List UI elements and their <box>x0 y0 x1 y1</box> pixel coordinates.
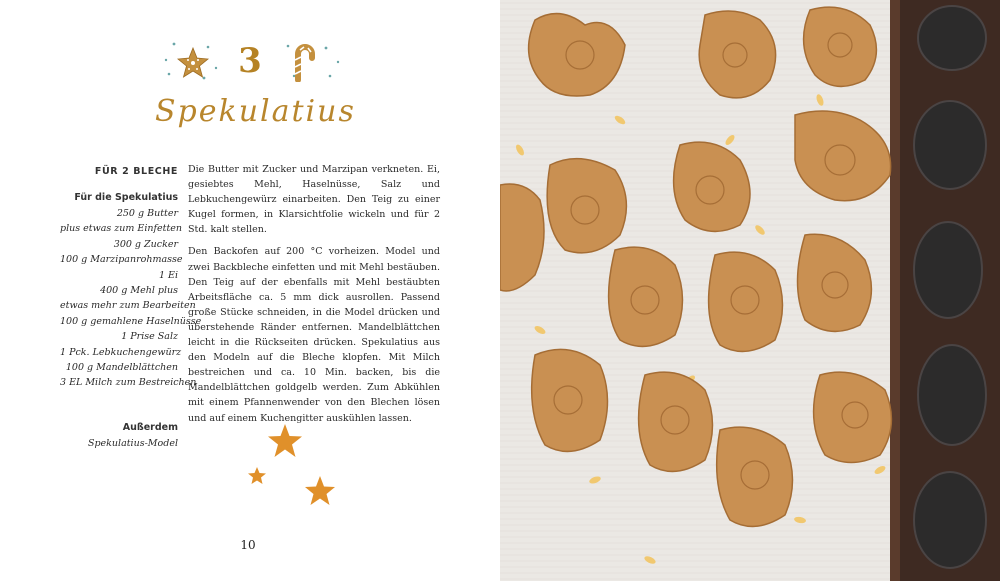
gingerbread-star-icon <box>176 46 210 80</box>
ingredient-item: 100 g Marzipanrohmasse <box>60 254 183 266</box>
ingredient-item: 100 g Mandelblättchen <box>65 362 178 374</box>
ingredient-item: 100 g gemahlene Haselnüsse <box>60 315 202 327</box>
ingredient-item: 1 Prise Salz <box>121 331 178 343</box>
cookies-photo-icon <box>500 0 1000 581</box>
recipe-number: 3 <box>238 41 262 81</box>
method-paragraph-2: Den Backofen auf 200 °C vorheizen. Model und zwei Backbleche einfetten und mit Mehl bestäuben. Den Teig auf der ebenfalls mit Mehl bestäubten Arbeitsfläche ca. 5 mm dick ausrollen. Passend große Stücke schneiden, in die Model drücken und überstehende Ränder entfernen. Mandelblättchen leicht in die Rückseiten drücken. Spekulatius aus den Modeln auf die Bleche klopfen. Mit Milch bestreichen und ca. 10 Min. backen, bis die Mandelblättchen goldgelb werden. Zum Abkühlen mit einem Pfannenwender von den Blechen lösen und auf einem Kuchengitter auskühlen lassen. <box>188 246 440 424</box>
ingredient-item: etwas mehr zum Bearbeiten <box>60 300 196 312</box>
page-number: 10 <box>240 538 256 552</box>
recipe-title: Spekulatius <box>155 94 356 129</box>
decorative-stars-icon <box>245 422 335 512</box>
ingredient-item: 300 g Zucker <box>113 238 178 250</box>
ingredient-item: plus etwas zum Einfetten <box>60 223 183 235</box>
ingredient-item: 400 g Mehl plus <box>100 285 178 297</box>
method-text <box>188 162 440 433</box>
ingredients-list <box>60 165 202 451</box>
yield-heading: FÜR 2 BLECHE <box>94 166 178 177</box>
extras-heading: Außerdem <box>122 421 178 433</box>
candy-cane-icon <box>290 42 318 82</box>
ingredient-item: 1 Pck. Lebkuchengewürz <box>60 346 182 358</box>
cookies-photo <box>500 0 1000 581</box>
ingredient-item: 250 g Butter <box>116 208 178 219</box>
extras-item: Spekulatius-Model <box>87 437 178 449</box>
ingredients-group-heading: Für die Spekulatius <box>74 192 178 203</box>
ingredient-item: 3 EL Milch zum Bestreichen <box>60 377 197 389</box>
method-paragraph-1: Die Butter mit Zucker und Marzipan verkneten. Ei, gesiebtes Mehl, Haselnüsse, Salz und Lebkuchengewürz einarbeiten. Den Teig zu einer Kugel formen, in Klarsichtfolie wickeln und für 2 Std. kalt stellen. <box>188 164 440 236</box>
ingredient-item: 1 Ei <box>158 269 178 281</box>
recipe-number-header <box>160 38 345 88</box>
